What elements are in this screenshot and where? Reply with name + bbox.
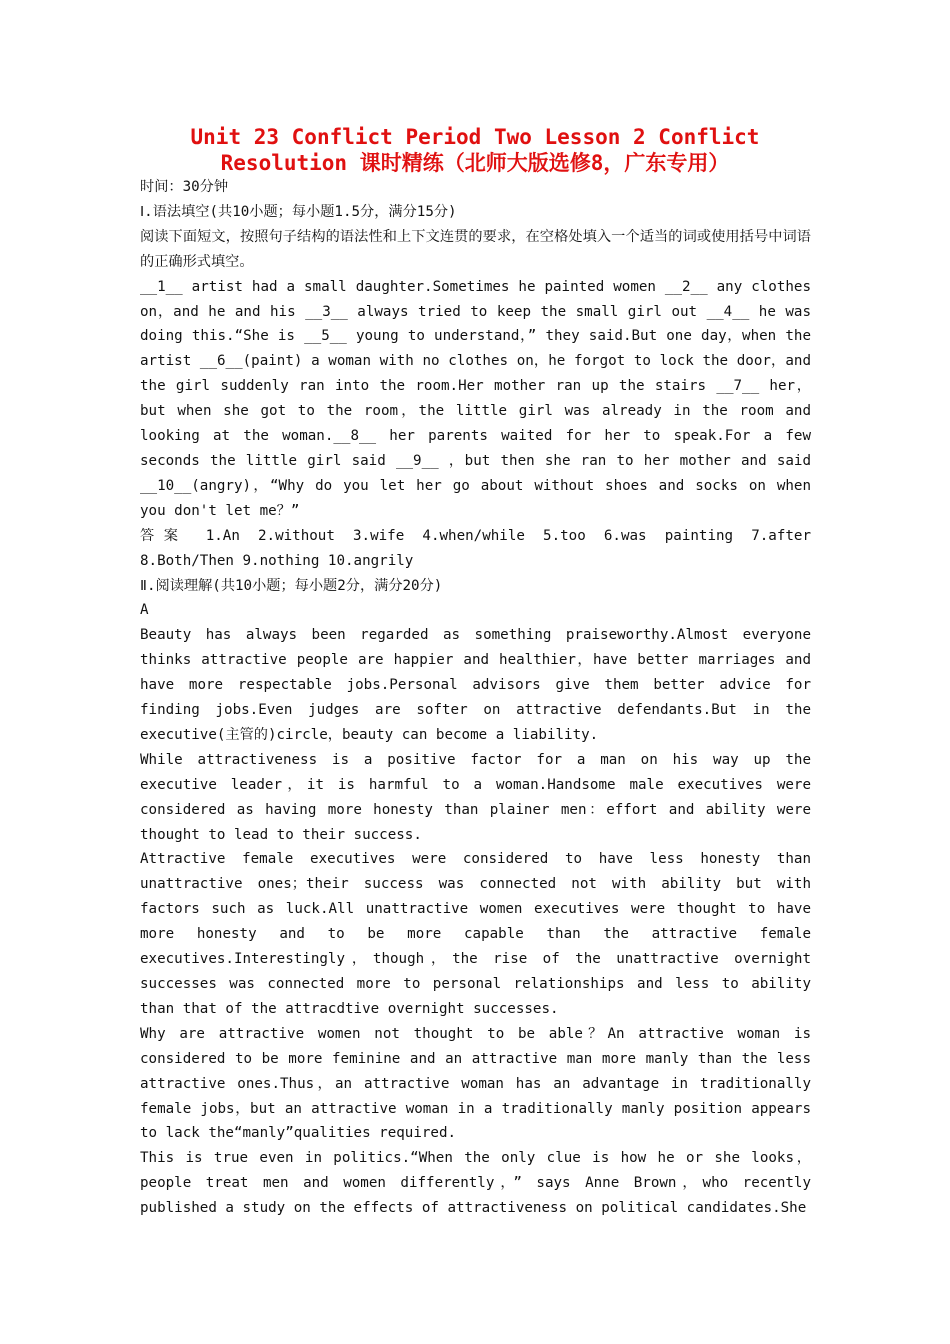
- section1-instructions: 阅读下面短文，按照句子结构的语法性和上下文连贯的要求，在空格处填入一个适当的词或使用括号中词语的正确形式填空。: [140, 228, 811, 270]
- answer-key: 答案 1.An 2.without 3.wife 4.when/while 5.too 6.was painting 7.after 8.Both/Then 9.nothing 10.angrily: [140, 527, 811, 569]
- time-limit: 时间：30分钟: [140, 179, 229, 195]
- section2-heading: Ⅱ.阅读理解(共10小题；每小题2分，满分20分): [140, 577, 443, 594]
- document-body: [140, 175, 811, 1221]
- reading-paragraph: Beauty has always been regarded as something praiseworthy.Almost everyone thinks attractive people are happier and healthier，have better marriages and have more respectable jobs.Personal advisors give them better advice for finding jobs.Even judges are softer on attractive defendants.But in the executive(主管的)circle，beauty can become a liability.: [140, 627, 811, 743]
- reading-paragraph: Why are attractive women not thought to be able？An attractive woman is considered to be more feminine and an attractive man more manly than the less attractive ones.Thus，an attractive woman has an advantage in traditionally female jobs，but an attractive woman in a traditionally manly position appears to lack the“manly”qualities required.: [140, 1025, 811, 1142]
- reading-paragraph: While attractiveness is a positive factor for a man on his way up the executive leader，it is harmful to a woman.Handsome male executives were considered as having more honesty than plainer men：effort and ability were thought to lead to their success.: [140, 751, 811, 843]
- reading-paragraph: Attractive female executives were considered to have less honesty than unattractive ones；their success was connected not with ability but with factors such as luck.All unattractive women executives were thought to have more honesty and to be more capable than the attractive female executives.Interestingly，though，the rise of the unattractive overnight successes was connected more to personal relationships and less to ability than that of the attracdtive overnight successes.: [140, 851, 811, 1017]
- page-title: Unit 23 Conflict Period Two Lesson 2 Conflict Resolution 课时精练（北师大版选修8，广东专用）: [190, 125, 760, 175]
- cloze-passage: __1__ artist had a small daughter.Sometimes he painted women __2__ any clothes on，and he and his __3__ always tried to keep the small girl out __4__ he was doing this.“She is __5__ young to understand，” they said.But one day，when the artist __6__(paint) a woman with no clothes on，he forgot to lock the door，and the girl suddenly ran into the room.Her mother ran up the stairs __7__ her，but when she got to the room，the little girl was already in the room and looking at the woman.__8__ her parents waited for her to speak.For a few seconds the little girl said __9__ ，but then she ran to her mother and said __10__(angry)，“Why do you let her go about without shoes and socks on when you don't let me？”: [140, 278, 811, 519]
- section1-heading: Ⅰ.语法填空(共10小题；每小题1.5分，满分15分): [140, 203, 457, 220]
- passage-label: A: [140, 602, 149, 619]
- reading-paragraph: This is true even in politics.“When the only clue is how he or she looks，people treat men and women differently，” says Anne Brown，who recently published a study on the effects of attractiveness on political candidates.She: [140, 1150, 811, 1217]
